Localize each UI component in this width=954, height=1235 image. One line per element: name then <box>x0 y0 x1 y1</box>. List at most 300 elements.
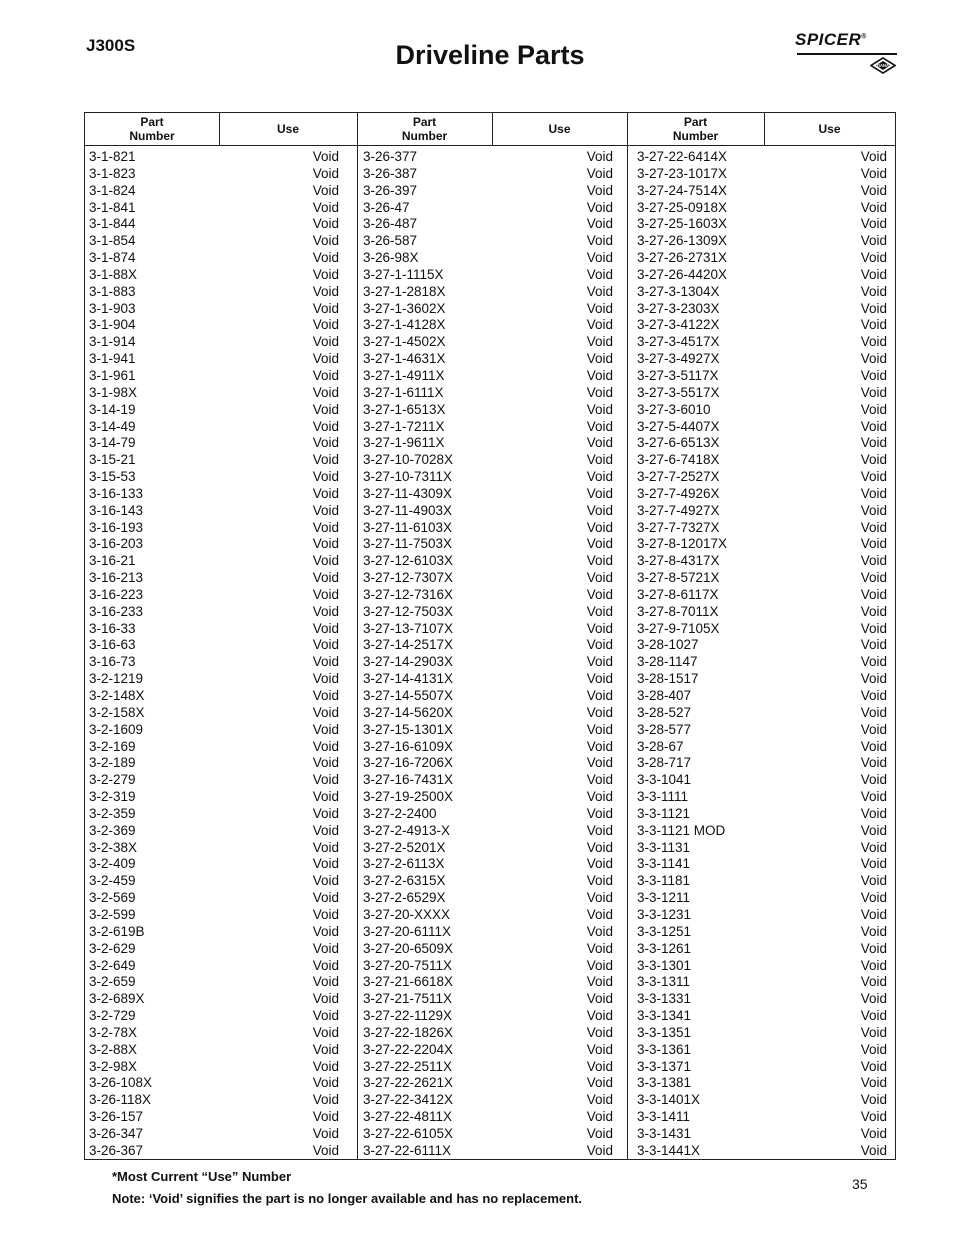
part-number: 3-27-12-6103X <box>363 553 454 569</box>
use-value: Void <box>312 418 339 434</box>
part-number: 3-27-14-2903X <box>363 654 454 670</box>
table-row <box>633 637 887 654</box>
table-row <box>633 351 887 368</box>
table-row <box>85 183 339 200</box>
use-value: Void <box>586 165 613 181</box>
use-value: Void <box>586 772 613 788</box>
table-row <box>85 806 339 823</box>
part-number: 3-27-14-4131X <box>363 671 454 687</box>
part-number: 3-26-377 <box>363 149 418 164</box>
part-number: 3-27-22-6414X <box>637 149 728 164</box>
part-number: 3-27-7-4926X <box>637 485 720 501</box>
part-number: 3-28-1147 <box>637 654 698 670</box>
use-value: Void <box>312 772 339 788</box>
use-value: Void <box>860 603 887 619</box>
table-row <box>633 755 887 772</box>
part-number: 3-27-12-7316X <box>363 586 454 602</box>
table-row <box>359 958 613 975</box>
table-row <box>633 840 887 857</box>
header-divider <box>764 113 765 145</box>
use-value: Void <box>312 149 339 164</box>
part-number: 3-27-25-0918X <box>637 199 728 215</box>
table-row <box>633 385 887 402</box>
use-value: Void <box>312 485 339 501</box>
use-value: Void <box>312 586 339 602</box>
table-row <box>85 250 339 267</box>
use-value: Void <box>586 1075 613 1091</box>
table-row <box>359 1143 613 1160</box>
use-value: Void <box>586 991 613 1007</box>
table-row <box>85 823 339 840</box>
table-row <box>359 1075 613 1092</box>
table-row <box>359 1092 613 1109</box>
use-value: Void <box>586 1125 613 1141</box>
table-row <box>85 570 339 587</box>
use-value: Void <box>312 890 339 906</box>
use-value: Void <box>312 654 339 670</box>
table-row <box>85 166 339 183</box>
part-number: 3-27-15-1301X <box>363 721 454 737</box>
part-number: 3-16-193 <box>89 519 144 535</box>
use-value: Void <box>860 570 887 586</box>
use-value: Void <box>312 1075 339 1091</box>
table-row <box>85 1042 339 1059</box>
use-value: Void <box>312 805 339 821</box>
use-value: Void <box>860 654 887 670</box>
part-number: 3-27-11-7503X <box>363 536 453 552</box>
part-number: 3-2-38X <box>89 839 138 855</box>
part-number: 3-1-904 <box>89 317 136 333</box>
table-row <box>85 671 339 688</box>
use-value: Void <box>312 401 339 417</box>
header-use-3: Use <box>818 122 841 136</box>
table-row <box>633 856 887 873</box>
use-value: Void <box>312 165 339 181</box>
table-row <box>85 924 339 941</box>
part-number: 3-3-1351 <box>637 1024 692 1040</box>
part-number: 3-27-6-7418X <box>637 452 720 468</box>
use-value: Void <box>586 923 613 939</box>
part-number: 3-27-8-5721X <box>637 570 720 586</box>
use-value: Void <box>586 586 613 602</box>
table-row <box>359 385 613 402</box>
header-part-number-1: Part Number <box>129 115 175 143</box>
part-number: 3-3-1181 <box>637 873 691 889</box>
use-value: Void <box>860 873 887 889</box>
use-value: Void <box>312 923 339 939</box>
part-number: 3-27-1-7211X <box>363 418 445 434</box>
table-row <box>85 385 339 402</box>
part-number: 3-27-22-2621X <box>363 1075 454 1091</box>
table-row <box>359 688 613 705</box>
table-row <box>85 284 339 301</box>
table-row <box>85 267 339 284</box>
part-number: 3-2-189 <box>89 755 136 771</box>
table-row <box>633 570 887 587</box>
part-number: 3-1-883 <box>89 283 136 299</box>
part-number: 3-27-8-6117X <box>637 586 719 602</box>
table-row <box>633 520 887 537</box>
table-row <box>359 301 613 318</box>
table-row <box>633 1075 887 1092</box>
table-row <box>359 1008 613 1025</box>
part-number: 3-3-1431 <box>637 1125 692 1141</box>
part-number: 3-27-1-4911X <box>363 367 445 383</box>
table-row <box>633 166 887 183</box>
use-value: Void <box>586 738 613 754</box>
part-number: 3-2-729 <box>89 1008 136 1024</box>
table-row <box>633 452 887 469</box>
use-value: Void <box>860 1075 887 1091</box>
part-number: 3-1-841 <box>89 199 136 215</box>
table-row <box>85 149 339 166</box>
part-number: 3-16-21 <box>89 553 136 569</box>
part-number: 3-27-7-2527X <box>637 469 720 485</box>
table-row <box>633 604 887 621</box>
use-value: Void <box>860 199 887 215</box>
use-value: Void <box>860 721 887 737</box>
table-row <box>85 941 339 958</box>
part-number: 3-16-223 <box>89 586 144 602</box>
part-number: 3-27-1-4128X <box>363 317 446 333</box>
part-number: 3-3-1211 <box>637 890 691 906</box>
table-row <box>633 301 887 318</box>
part-number: 3-2-409 <box>89 856 136 872</box>
part-number: 3-3-1231 <box>637 906 692 922</box>
part-number: 3-27-7-4927X <box>637 502 720 518</box>
table-row <box>85 587 339 604</box>
table-row <box>85 368 339 385</box>
table-row <box>85 452 339 469</box>
part-number: 3-27-3-1304X <box>637 283 720 299</box>
part-number: 3-27-6-6513X <box>637 435 720 451</box>
use-value: Void <box>586 856 613 872</box>
part-number: 3-27-1-4631X <box>363 351 446 367</box>
table-row <box>85 200 339 217</box>
use-value: Void <box>860 1024 887 1040</box>
table-row <box>633 924 887 941</box>
part-number: 3-27-1-4502X <box>363 334 446 350</box>
table-row <box>633 1143 887 1160</box>
table-row <box>85 789 339 806</box>
use-value: Void <box>586 620 613 636</box>
part-number: 3-2-599 <box>89 906 136 922</box>
part-number: 3-3-1381 <box>637 1075 692 1091</box>
part-number: 3-3-1411 <box>637 1109 691 1125</box>
use-value: Void <box>312 452 339 468</box>
part-number: 3-27-8-12017X <box>637 536 728 552</box>
part-number: 3-15-53 <box>89 469 136 485</box>
use-value: Void <box>586 300 613 316</box>
part-number: 3-1-903 <box>89 300 136 316</box>
use-value: Void <box>312 721 339 737</box>
table-row <box>359 1042 613 1059</box>
part-number: 3-27-7-7327X <box>637 519 720 535</box>
table-row <box>85 637 339 654</box>
part-number: 3-2-1219 <box>89 671 144 687</box>
use-value: Void <box>860 149 887 164</box>
use-value: Void <box>586 182 613 198</box>
part-number: 3-3-1111 <box>637 789 689 805</box>
use-value: Void <box>860 688 887 703</box>
table-row <box>359 637 613 654</box>
use-value: Void <box>860 165 887 181</box>
table-row <box>359 873 613 890</box>
part-number: 3-1-961 <box>89 367 136 383</box>
part-number: 3-2-569 <box>89 890 136 906</box>
part-number: 3-1-844 <box>89 216 136 232</box>
table-row <box>359 755 613 772</box>
part-number: 3-27-3-5117X <box>637 367 719 383</box>
use-value: Void <box>586 266 613 282</box>
part-number: 3-27-16-7206X <box>363 755 454 771</box>
use-value: Void <box>860 620 887 636</box>
table-row <box>633 317 887 334</box>
use-value: Void <box>860 266 887 282</box>
table-row <box>85 351 339 368</box>
use-value: Void <box>860 789 887 805</box>
table-row <box>359 419 613 436</box>
table-row <box>633 402 887 419</box>
table-row <box>85 958 339 975</box>
table-row <box>85 334 339 351</box>
table-row <box>633 806 887 823</box>
use-value: Void <box>586 704 613 720</box>
table-row <box>633 1008 887 1025</box>
table-row <box>359 890 613 907</box>
part-number: 3-27-20-7511X <box>363 957 453 973</box>
part-number: 3-27-22-1129X <box>363 1008 453 1024</box>
table-row <box>85 553 339 570</box>
use-value: Void <box>312 620 339 636</box>
table-row <box>633 941 887 958</box>
use-value: Void <box>312 199 339 215</box>
table-row <box>359 166 613 183</box>
use-value: Void <box>586 199 613 215</box>
part-number: 3-1-824 <box>89 182 136 198</box>
part-number: 3-2-649 <box>89 957 136 973</box>
table-row <box>359 941 613 958</box>
use-value: Void <box>312 1092 339 1108</box>
table-row <box>85 722 339 739</box>
table-row <box>633 469 887 486</box>
use-value: Void <box>586 283 613 299</box>
part-number: 3-28-1027 <box>637 637 699 653</box>
part-number: 3-14-19 <box>89 401 136 417</box>
part-number: 3-1-874 <box>89 250 136 266</box>
use-value: Void <box>860 1142 887 1158</box>
table-row <box>359 722 613 739</box>
table-row <box>633 705 887 722</box>
table-row <box>633 1109 887 1126</box>
table-row <box>359 216 613 233</box>
use-value: Void <box>312 469 339 485</box>
table-row <box>359 553 613 570</box>
part-number: 3-28-67 <box>637 738 684 754</box>
part-number: 3-1-821 <box>89 149 136 164</box>
table-row <box>359 621 613 638</box>
column-divider <box>627 113 628 1159</box>
use-value: Void <box>312 367 339 383</box>
use-value: Void <box>860 637 887 653</box>
use-value: Void <box>586 250 613 266</box>
use-value: Void <box>860 334 887 350</box>
table-row <box>85 1008 339 1025</box>
table-row <box>85 317 339 334</box>
use-value: Void <box>860 940 887 956</box>
use-value: Void <box>312 233 339 249</box>
part-number: 3-27-1-6111X <box>363 384 444 400</box>
use-value: Void <box>312 991 339 1007</box>
use-value: Void <box>586 688 613 703</box>
table-row <box>85 1109 339 1126</box>
table-row <box>633 233 887 250</box>
table-row <box>359 823 613 840</box>
table-row <box>359 806 613 823</box>
use-value: Void <box>586 1058 613 1074</box>
part-number: 3-3-1251 <box>637 923 692 939</box>
part-number: 3-27-14-5620X <box>363 704 454 720</box>
dana-label: DANA <box>876 63 890 69</box>
part-number: 3-27-1-9611X <box>363 435 445 451</box>
part-number: 3-1-854 <box>89 233 136 249</box>
table-row <box>633 974 887 991</box>
use-value: Void <box>586 452 613 468</box>
table-row <box>359 149 613 166</box>
part-number: 3-16-203 <box>89 536 144 552</box>
use-value: Void <box>860 351 887 367</box>
part-number: 3-27-19-2500X <box>363 789 454 805</box>
table-row <box>359 536 613 553</box>
table-row <box>359 570 613 587</box>
part-number: 3-26-157 <box>89 1109 144 1125</box>
use-value: Void <box>860 1125 887 1141</box>
table-row <box>359 317 613 334</box>
table-row <box>633 907 887 924</box>
use-value: Void <box>860 1041 887 1057</box>
part-number: 3-2-78X <box>89 1024 138 1040</box>
use-value: Void <box>586 233 613 249</box>
part-number: 3-28-1517 <box>637 671 699 687</box>
part-number: 3-2-1609 <box>89 721 144 737</box>
part-number: 3-27-26-4420X <box>637 266 728 282</box>
use-value: Void <box>312 317 339 333</box>
table-row <box>85 536 339 553</box>
part-number: 3-27-3-4927X <box>637 351 720 367</box>
use-value: Void <box>312 536 339 552</box>
table-row <box>633 1059 887 1076</box>
use-value: Void <box>312 1109 339 1125</box>
void-note: Note: ‘Void’ signifies the part is no longer available and has no replacement. <box>112 1191 583 1206</box>
use-value: Void <box>860 671 887 687</box>
part-number: 3-26-487 <box>363 216 418 232</box>
table-row <box>85 1075 339 1092</box>
header-use-1: Use <box>276 122 299 136</box>
use-value: Void <box>860 250 887 266</box>
use-value: Void <box>860 805 887 821</box>
use-value: Void <box>860 283 887 299</box>
use-value: Void <box>586 1109 613 1125</box>
use-value: Void <box>586 435 613 451</box>
part-number: 3-16-33 <box>89 620 136 636</box>
table-row <box>85 739 339 756</box>
use-value: Void <box>586 974 613 990</box>
part-number: 3-28-527 <box>637 704 692 720</box>
part-number: 3-27-8-4317X <box>637 553 720 569</box>
table-row <box>85 688 339 705</box>
part-number: 3-2-369 <box>89 822 136 838</box>
part-number: 3-1-88X <box>89 266 138 282</box>
table-row <box>633 1042 887 1059</box>
part-number: 3-2-659 <box>89 974 136 990</box>
table-row <box>633 671 887 688</box>
table-row <box>85 1092 339 1109</box>
table-row <box>85 1143 339 1160</box>
table-row <box>359 587 613 604</box>
table-row <box>359 1126 613 1143</box>
table-row <box>85 974 339 991</box>
table-row <box>359 739 613 756</box>
part-number: 3-27-22-6105X <box>363 1125 454 1141</box>
table-row <box>359 503 613 520</box>
part-number: 3-27-5-4407X <box>637 418 720 434</box>
part-number: 3-27-16-7431X <box>363 772 454 788</box>
part-number: 3-27-1-6513X <box>363 401 446 417</box>
part-number: 3-27-2-6529X <box>363 890 446 906</box>
use-value: Void <box>586 721 613 737</box>
table-row <box>359 435 613 452</box>
use-value: Void <box>586 536 613 552</box>
part-number: 3-27-2-5201X <box>363 839 446 855</box>
use-value: Void <box>860 452 887 468</box>
table-row <box>359 856 613 873</box>
header-part-number-2: Part Number <box>401 115 448 143</box>
part-number: 3-2-158X <box>89 704 145 720</box>
part-number: 3-27-12-7503X <box>363 603 454 619</box>
table-row <box>359 486 613 503</box>
use-value: Void <box>860 974 887 990</box>
use-value: Void <box>586 469 613 485</box>
use-value: Void <box>312 755 339 771</box>
use-value: Void <box>586 603 613 619</box>
table-row <box>359 334 613 351</box>
part-number: 3-27-11-4309X <box>363 485 453 501</box>
table-row <box>85 772 339 789</box>
use-value: Void <box>860 182 887 198</box>
part-number: 3-3-1371 <box>637 1058 692 1074</box>
table-row <box>359 183 613 200</box>
use-value: Void <box>312 957 339 973</box>
table-row <box>359 840 613 857</box>
part-number: 3-2-169 <box>89 738 136 754</box>
table-row <box>633 772 887 789</box>
table-row <box>359 705 613 722</box>
use-value: Void <box>860 317 887 333</box>
table-row <box>359 233 613 250</box>
table-row <box>359 1059 613 1076</box>
table-row <box>633 435 887 452</box>
table-row <box>359 772 613 789</box>
part-number: 3-2-689X <box>89 991 145 1007</box>
use-value: Void <box>312 822 339 838</box>
part-number: 3-16-213 <box>89 570 144 586</box>
use-value: Void <box>860 957 887 973</box>
part-number: 3-27-23-1017X <box>637 165 728 181</box>
table-row <box>85 216 339 233</box>
table-row <box>633 334 887 351</box>
use-value: Void <box>312 502 339 518</box>
table-row <box>359 368 613 385</box>
